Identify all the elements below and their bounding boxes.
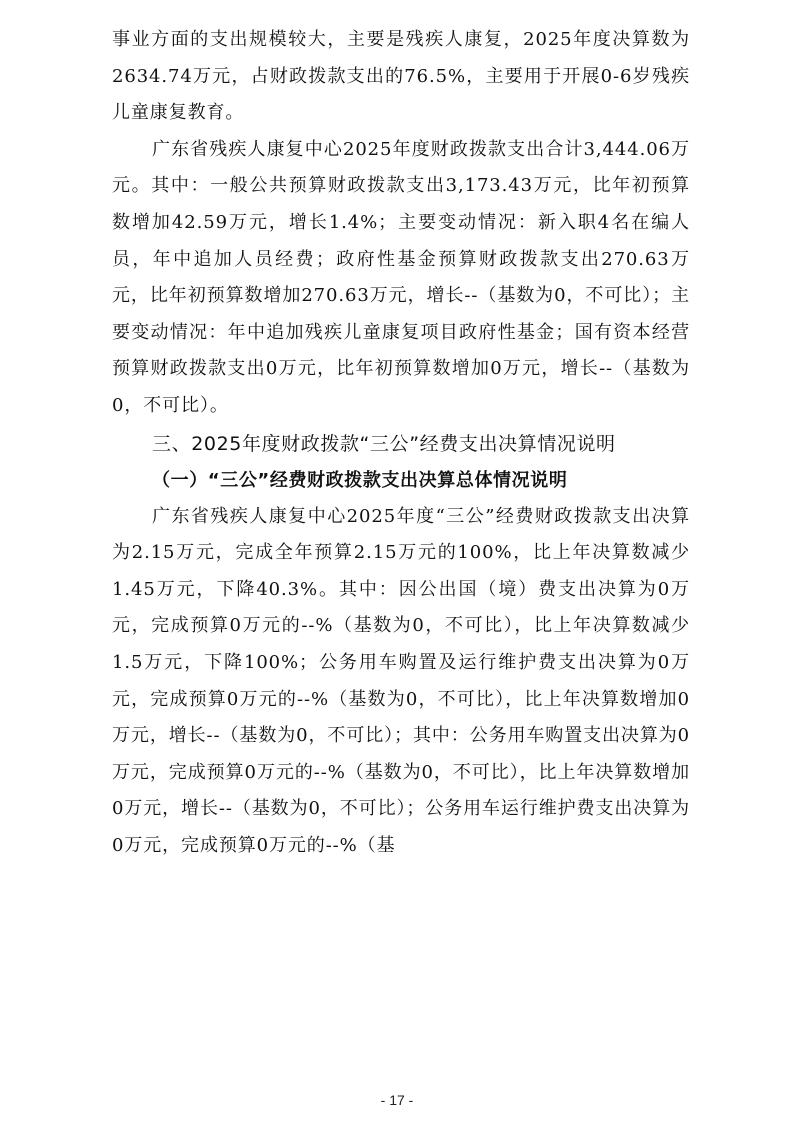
paragraph-three-public-details: 广东省残疾人康复中心2025年度“三公”经费财政拨款支出决算为2.15万元，完成全年预算2.15万元的100%，比上年决算数减少1.45万元，下降40.3%。其中：因公出国（境）费支出决算为0万元，完成预算0万元的--%（基数为0，不可比），比上年决算数减少1.5万元，下降100%；公务用车购置及运行维护费支出决算为0万元，完成预算0万元的--%（基数为0，不可比），比上年决算数增加0万元，增长--（基数为0，不可比）；其中：公务用车购置支出决算为0万元，完成预算0万元的--%（基数为0，不可比），比上年决算数增加0万元，增长--（基数为0，不可比）；公务用车运行维护费支出决算为0万元，完成预算0万元的--%（基: [112, 505, 690, 856]
section-heading-three-public: 三、2025年度财政拨款“三公”经费支出决算情况说明: [152, 432, 616, 455]
paragraph-total-expenditure: 广东省残疾人康复中心2025年度财政拨款支出合计3,444.06万元。其中：一般公共预算财政拨款支出3,173.43万元，比年初预算数增加42.59万元，增长1.4%；主要变动情况：新入职4名在编人员，年中追加人员经费；政府性基金预算财政拨款支出270.63万元，比年初预算数增加270.63万元，增长--（基数为0，不可比）；主要变动情况：年中追加残疾儿童康复项目政府性基金；国有资本经营预算财政拨款支出0万元，比年初预算数增加0万元，增长--（基数为0，不可比）。: [112, 138, 690, 416]
subsection-heading-overall: （一）“三公”经费财政拨款支出决算总体情况说明: [152, 469, 568, 491]
document-body: [112, 22, 690, 864]
page-number: - 17 -: [380, 1092, 414, 1108]
paragraph-rehab-expenditure: 事业方面的支出规模较大，主要是残疾人康复，2025年度决算数为2634.74万元，占财政拨款支出的76.5%，主要用于开展0-6岁残疾儿童康复教育。: [112, 29, 690, 124]
